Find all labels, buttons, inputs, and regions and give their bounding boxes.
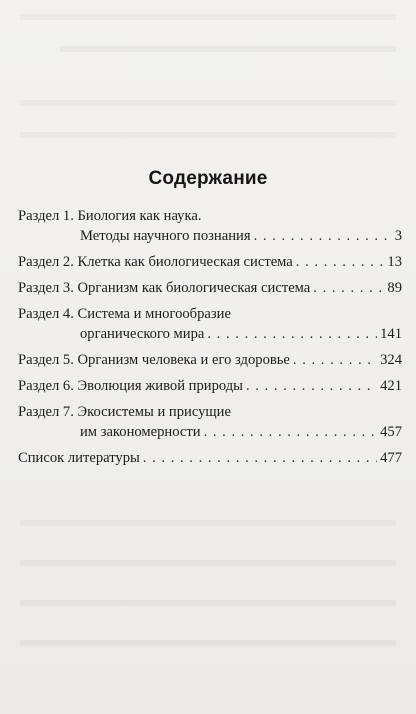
bleed-through bbox=[20, 100, 396, 106]
toc-line bbox=[18, 226, 402, 246]
toc-entry-title-cont: Методы научного познания bbox=[80, 228, 251, 244]
dot-leader bbox=[207, 324, 377, 344]
toc-entry-title: Список литературы bbox=[18, 450, 140, 466]
bleed-through bbox=[20, 132, 396, 138]
toc-line bbox=[18, 350, 402, 370]
bleed-through bbox=[20, 520, 396, 526]
toc-entry-title: Раздел 5. Организм человека и его здоровье bbox=[18, 352, 290, 368]
toc-entry-section-2[interactable] bbox=[18, 252, 402, 272]
toc-page-number: 477 bbox=[380, 450, 402, 466]
toc-entry-title: Раздел 4. Система и многообразие bbox=[18, 306, 231, 322]
toc-line bbox=[18, 252, 402, 272]
bleed-through bbox=[20, 600, 396, 606]
toc-entry-title-cont: им закономерности bbox=[80, 424, 201, 440]
dot-leader bbox=[143, 448, 377, 468]
toc-page-number: 141 bbox=[380, 326, 402, 342]
toc-entry-section-4[interactable] bbox=[18, 304, 402, 344]
bleed-through bbox=[20, 560, 396, 566]
toc-entry-title: Раздел 7. Экосистемы и присущие bbox=[18, 404, 231, 420]
toc-line bbox=[18, 278, 402, 298]
bleed-through bbox=[20, 640, 396, 646]
toc-entry-bibliography[interactable] bbox=[18, 448, 402, 468]
toc-entry-title-cont: органического мира bbox=[80, 326, 205, 342]
dot-leader bbox=[246, 376, 377, 396]
toc-page-number: 421 bbox=[380, 378, 402, 394]
toc-page-number: 457 bbox=[380, 424, 402, 440]
toc-line bbox=[18, 402, 402, 422]
toc-line bbox=[18, 422, 402, 442]
dot-leader bbox=[293, 350, 377, 370]
toc-entry-section-6[interactable] bbox=[18, 376, 402, 396]
dot-leader bbox=[313, 278, 384, 298]
toc-entry-section-3[interactable] bbox=[18, 278, 402, 298]
toc-entry-section-5[interactable] bbox=[18, 350, 402, 370]
toc-line bbox=[18, 324, 402, 344]
toc-entry-title: Раздел 1. Биология как наука. bbox=[18, 208, 202, 224]
toc-page-number: 89 bbox=[387, 280, 402, 296]
toc-line bbox=[18, 448, 402, 468]
dot-leader bbox=[254, 226, 392, 246]
toc-entry-section-7[interactable] bbox=[18, 402, 402, 442]
toc-line bbox=[18, 376, 402, 396]
toc-page-number: 324 bbox=[380, 352, 402, 368]
page-title: Содержание bbox=[148, 168, 268, 189]
dot-leader bbox=[296, 252, 385, 272]
toc-line bbox=[18, 206, 402, 226]
bleed-through bbox=[60, 46, 396, 52]
toc-entry-title: Раздел 2. Клетка как биологическая система bbox=[18, 254, 293, 270]
toc-page-number: 13 bbox=[387, 254, 402, 270]
toc-entry-title: Раздел 6. Эволюция живой природы bbox=[18, 378, 243, 394]
bleed-through bbox=[20, 14, 396, 20]
table-of-contents bbox=[18, 206, 402, 468]
toc-line bbox=[18, 304, 402, 324]
dot-leader bbox=[204, 422, 378, 442]
toc-page-number: 3 bbox=[394, 228, 402, 244]
toc-entry-title: Раздел 3. Организм как биологическая система bbox=[18, 280, 311, 296]
toc-entry-section-1[interactable] bbox=[18, 206, 402, 246]
